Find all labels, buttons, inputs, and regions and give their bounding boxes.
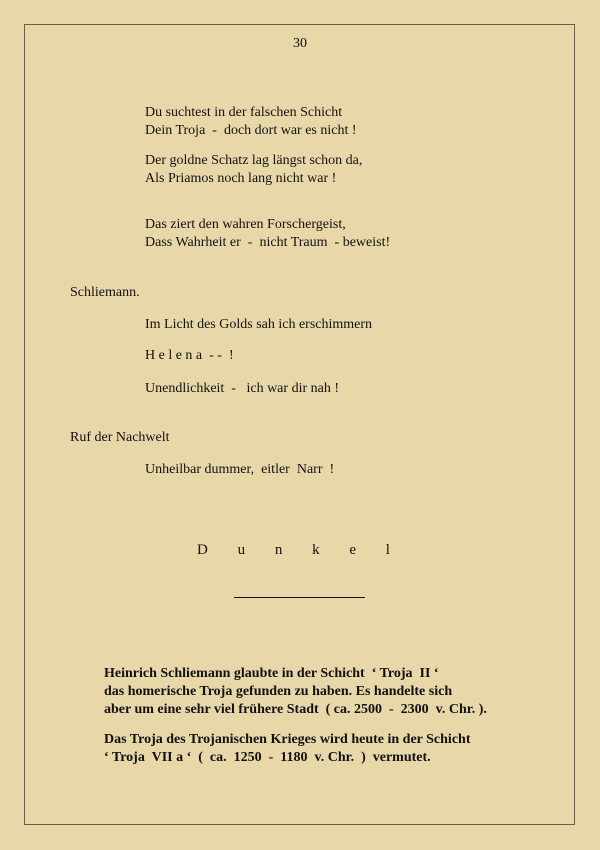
verse-line: Im Licht des Golds sah ich erschimmern	[145, 317, 373, 332]
page-number: 30	[293, 36, 307, 51]
verse-line: Der goldne Schatz lag längst schon da,	[145, 153, 363, 168]
note-line: Heinrich Schliemann glaubte in der Schicht ‘ Troja II ‘	[104, 666, 439, 681]
note-line: Das Troja des Trojanischen Krieges wird heute in der Schicht	[104, 732, 471, 747]
speaker-schliemann: Schliemann.	[70, 285, 140, 300]
divider-rule	[234, 597, 365, 598]
verse-line: Unendlichkeit - ich war dir nah !	[145, 381, 339, 396]
verse-line: H e l e n a - - !	[145, 348, 234, 363]
note-line: das homerische Troja gefunden zu haben. Es handelte sich	[104, 684, 453, 699]
verse-line: Das ziert den wahren Forschergeist,	[145, 217, 346, 232]
closing-word: D u n k e l	[197, 542, 403, 558]
verse-line: Unheilbar dummer, eitler Narr !	[145, 462, 335, 477]
verse-line: Dein Troja - doch dort war es nicht !	[145, 123, 357, 138]
note-line: ‘ Troja VII a ‘ ( ca. 1250 - 1180 v. Chr. ) vermutet.	[104, 750, 431, 765]
verse-line: Dass Wahrheit er - nicht Traum - beweist!	[145, 235, 391, 250]
verse-line: Du suchtest in der falschen Schicht	[145, 105, 343, 120]
note-line: aber um eine sehr viel frühere Stadt ( ca. 2500 - 2300 v. Chr. ).	[104, 702, 487, 717]
speaker-nachwelt: Ruf der Nachwelt	[70, 430, 170, 445]
verse-line: Als Priamos noch lang nicht war !	[145, 171, 337, 186]
